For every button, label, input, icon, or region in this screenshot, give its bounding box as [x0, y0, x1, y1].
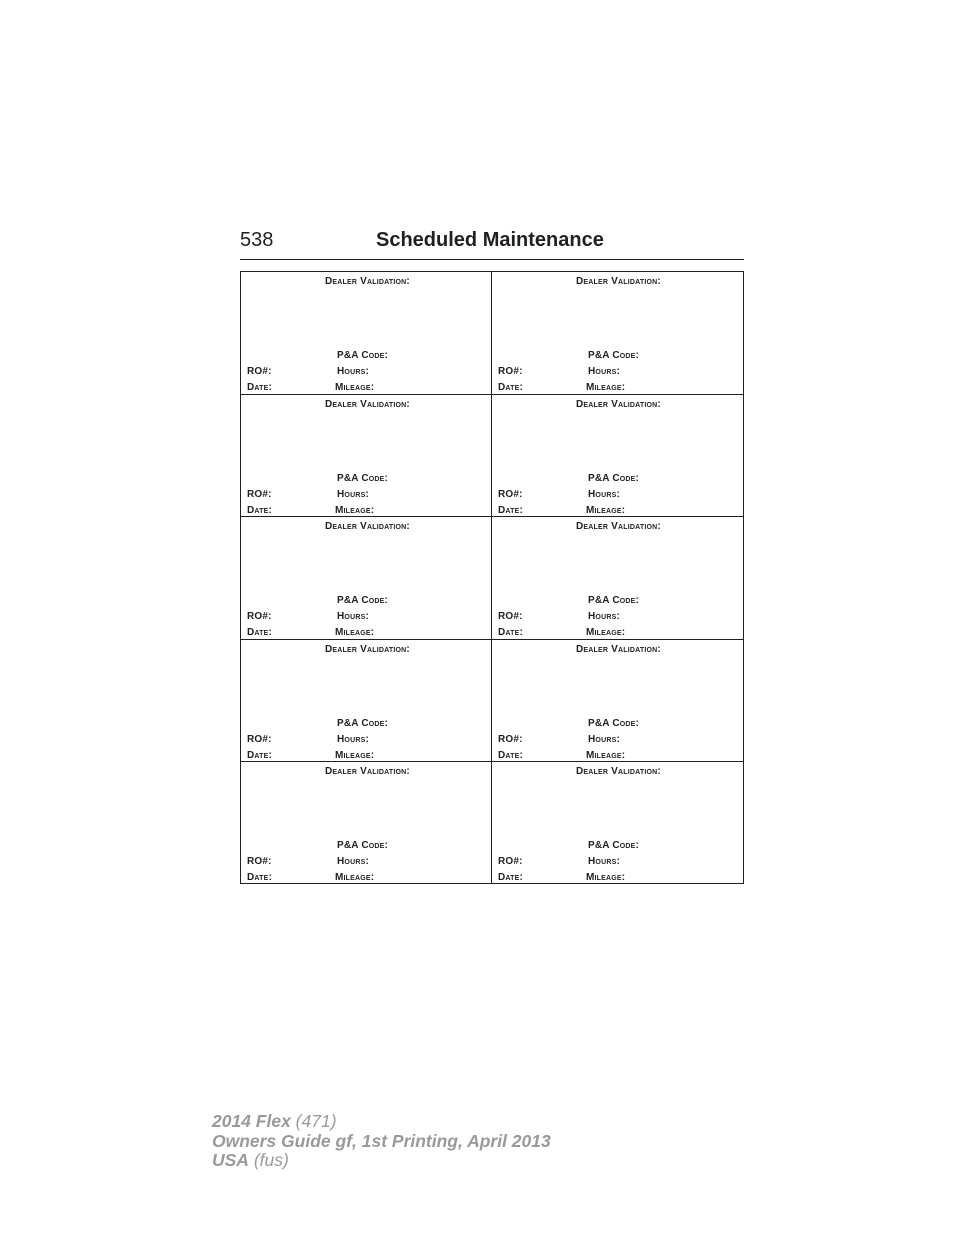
mileage-label: Mileage:: [335, 382, 375, 393]
date-label: Date:: [498, 627, 524, 639]
footer-model: 2014 Flex: [212, 1111, 291, 1131]
dealer-validation-label: Dealer Validation:: [325, 765, 410, 777]
maintenance-record-cell: [241, 394, 492, 516]
pa-code-label: P&A Code:: [337, 717, 389, 729]
maintenance-record-cell: [492, 272, 743, 394]
dealer-validation-label: Dealer Validation:: [576, 521, 661, 533]
maintenance-record-cell: [241, 761, 492, 883]
ro-number-label: RO#:: [247, 489, 272, 501]
maintenance-record-cell: [241, 639, 492, 761]
footer-market: USA: [212, 1150, 249, 1170]
dealer-validation-label: Dealer Validation:: [325, 521, 410, 533]
footer-market-code: (fus): [248, 1150, 289, 1170]
dealer-validation-label: Dealer Validation:: [576, 765, 661, 777]
date-label: Date:: [498, 749, 524, 761]
mileage-label: Mileage:: [586, 871, 626, 883]
ro-number-label: RO#:: [498, 733, 523, 745]
maintenance-record-cell: [492, 394, 743, 516]
pa-code-label: P&A Code:: [337, 350, 389, 361]
hours-label: Hours:: [588, 733, 620, 745]
date-label: Date:: [247, 505, 273, 517]
mileage-label: Mileage:: [335, 505, 375, 517]
footer-line-1: [212, 1112, 551, 1132]
dealer-validation-label: Dealer Validation:: [325, 399, 410, 411]
date-label: Date:: [247, 871, 273, 883]
ro-number-label: RO#:: [247, 611, 272, 623]
mileage-label: Mileage:: [586, 382, 626, 393]
pa-code-label: P&A Code:: [337, 839, 389, 851]
ro-number-label: RO#:: [247, 855, 272, 867]
date-label: Date:: [247, 382, 273, 393]
date-label: Date:: [247, 749, 273, 761]
mileage-label: Mileage:: [586, 749, 626, 761]
dealer-validation-label: Dealer Validation:: [325, 643, 410, 655]
maintenance-record-cell: [492, 516, 743, 638]
hours-label: Hours:: [337, 489, 369, 501]
mileage-label: Mileage:: [335, 871, 375, 883]
header-rule: [240, 259, 744, 260]
ro-number-label: RO#:: [247, 733, 272, 745]
dealer-validation-label: Dealer Validation:: [576, 643, 661, 655]
pa-code-label: P&A Code:: [337, 595, 389, 607]
hours-label: Hours:: [588, 611, 620, 623]
hours-label: Hours:: [337, 611, 369, 623]
hours-label: Hours:: [588, 855, 620, 867]
hours-label: Hours:: [337, 855, 369, 867]
dealer-validation-label: Dealer Validation:: [576, 276, 661, 287]
maintenance-record-cell: [241, 516, 492, 638]
mileage-label: Mileage:: [586, 627, 626, 639]
pa-code-label: P&A Code:: [588, 595, 640, 607]
footer-line-3: [212, 1151, 551, 1171]
mileage-label: Mileage:: [586, 505, 626, 517]
date-label: Date:: [498, 871, 524, 883]
date-label: Date:: [498, 505, 524, 517]
pa-code-label: P&A Code:: [588, 473, 640, 485]
ro-number-label: RO#:: [498, 855, 523, 867]
maintenance-record-cell: [492, 639, 743, 761]
maintenance-record-cell: [492, 761, 743, 883]
footer-line-2: Owners Guide gf, 1st Printing, April 2013: [212, 1130, 551, 1151]
dealer-validation-label: Dealer Validation:: [576, 399, 661, 411]
page-title: Scheduled Maintenance: [376, 229, 604, 251]
pa-code-label: P&A Code:: [337, 473, 389, 485]
ro-number-label: RO#:: [498, 489, 523, 501]
pa-code-label: P&A Code:: [588, 839, 640, 851]
hours-label: Hours:: [588, 489, 620, 501]
pa-code-label: P&A Code:: [588, 350, 640, 361]
hours-label: Hours:: [588, 366, 620, 377]
date-label: Date:: [247, 627, 273, 639]
page-number: 538: [240, 229, 274, 251]
ro-number-label: RO#:: [498, 366, 523, 377]
hours-label: Hours:: [337, 366, 369, 377]
footer: [212, 1112, 551, 1171]
ro-number-label: RO#:: [247, 366, 272, 377]
maintenance-record-grid: [240, 271, 744, 884]
hours-label: Hours:: [337, 733, 369, 745]
date-label: Date:: [498, 382, 524, 393]
pa-code-label: P&A Code:: [588, 717, 640, 729]
dealer-validation-label: Dealer Validation:: [325, 276, 410, 287]
maintenance-record-cell: [241, 272, 492, 394]
footer-model-code: (471): [290, 1111, 337, 1131]
ro-number-label: RO#:: [498, 611, 523, 623]
mileage-label: Mileage:: [335, 627, 375, 639]
mileage-label: Mileage:: [335, 749, 375, 761]
